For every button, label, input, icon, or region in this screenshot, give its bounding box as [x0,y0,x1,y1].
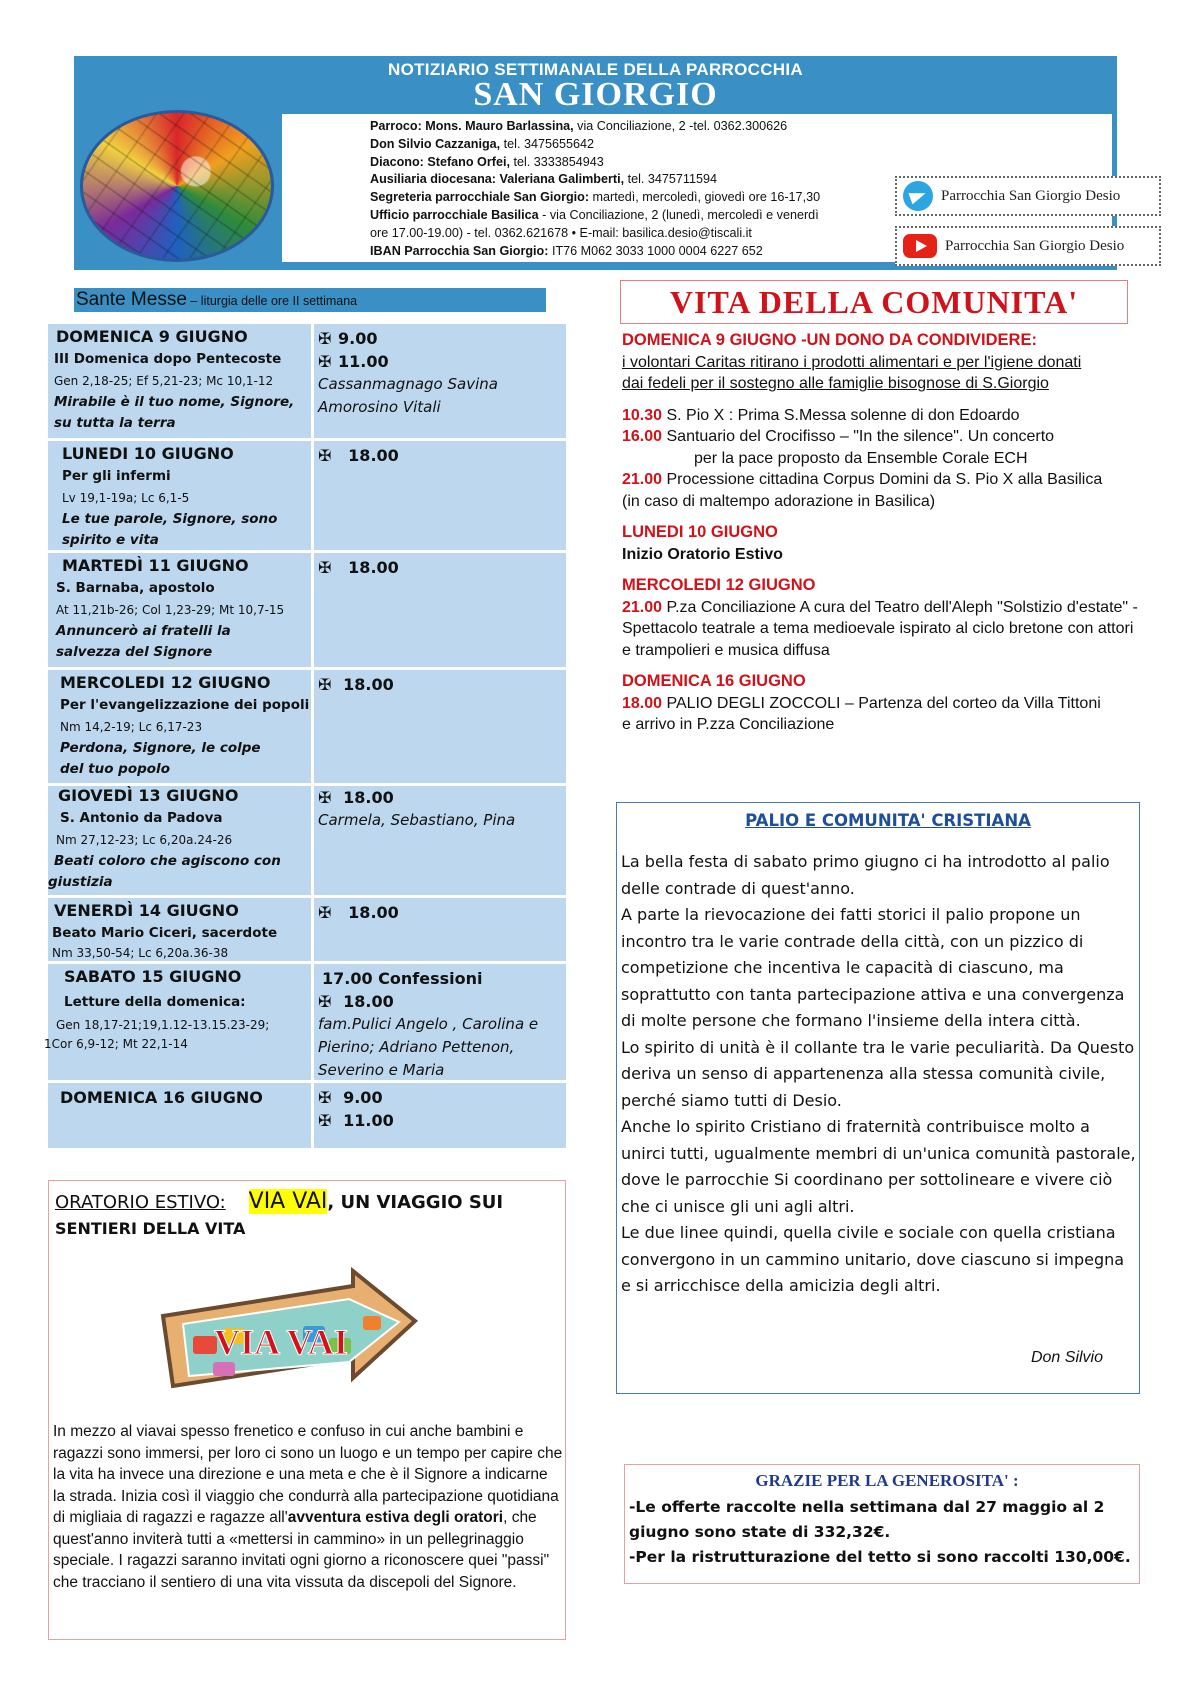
mass-row-friday-14 [48,898,566,961]
mass-row-sunday-9 [48,324,566,438]
event-item: Inizio Oratorio Estivo [622,545,783,563]
mass-readings: At 11,21b-26; Col 1,23-29; Mt 10,7-15 [56,603,285,617]
mass-day: VENERDÌ 14 GIUGNO [54,901,239,920]
cross-icon: ✠ [318,992,332,1011]
mass-readings: Nm 14,2-19; Lc 6,17-23 [60,720,203,734]
mass-psalm: Mirabile è il tuo nome, Signore, su tutta la terra [54,394,295,431]
mass-row-saturday-15 [44,964,566,1080]
cross-icon: ✠ [318,1088,332,1107]
event-item-cont: per la pace proposto da Ensemble Corale ECH [694,449,1028,467]
donation-line: -Le offerte raccolte nella settimana dal 27 maggio al 2 giugno sono state di 332,32€. [629,1498,1105,1541]
telegram-link[interactable] [895,176,1161,216]
youtube-icon [903,234,937,258]
event-item: 21.00 Processione cittadina Corpus Domini da S. Pio X alla Basilica (in caso di maltempo adorazione in Basilica) [622,471,1103,510]
donation-line: -Per la ristrutturazione del tetto si sono raccolti 130,00€. [629,1548,1131,1566]
mass-feast: Per l'evangelizzazione dei popoli [60,697,310,713]
mass-intentions: Cassanmagnago Savina Amorosino Vitali [318,375,498,416]
mass-times: ✠ 9.00 ✠ 11.00 Cassanmagnago Savina Amorosino Vitali [318,327,564,419]
contact-line: Don Silvio Cazzaniga, tel. 3475655642 [370,136,594,151]
header-title: NOTIZIARIO SETTIMANALE DELLA PARROCCHIA [388,60,803,79]
youtube-label: Parrocchia San Giorgio Desio [945,237,1125,254]
mass-readings: Gen 2,18-25; Ef 5,21-23; Mc 10,1-12 [54,374,274,388]
cross-icon: ✠ [318,903,332,922]
cross-icon: ✠ [318,329,332,348]
caritas-note: i volontari Caritas ritirano i prodotti alimentari e per l'igiene donati dai fedeli per il sostegno alle famiglie bisognose di S.Giorgio [622,353,1082,392]
mass-intentions: Carmela, Sebastiano, Pina [318,811,516,829]
mass-day: GIOVEDÌ 13 GIUGNO [58,786,239,805]
cross-icon: ✠ [318,1111,332,1130]
mass-psalm: Annuncerò ai fratelli la salvezza del Signore [56,623,231,660]
donations-box [624,1464,1140,1584]
mass-feast: III Domenica dopo Pentecoste [54,351,282,367]
paragraph: A parte la rievocazione dei fatti storici il palio propone un incontro tra le varie contrade della città, con un pizzico di competizione che incentiva le capacità di ciascuno, ma soprattutto con tanta partecipazione attiva e una convergenza di molte persone che formano l'insieme della intera città. [621,905,1125,1030]
confessions: 17.00 Confessioni [322,969,483,988]
donations-text [629,1495,1137,1570]
palio-article-box [616,802,1140,1394]
mass-times: ✠ 18.00 [318,558,399,577]
event-day-heading: MERCOLEDI 12 GIUGNO [622,576,816,594]
mass-feast: Letture della domenica: [64,994,246,1010]
contact-line: Parroco: Mons. Mauro Barlassina, via Conciliazione, 2 -tel. 0362.300626 [370,119,788,133]
oratory-subtitle: SENTIERI DELLA VITA [55,1219,246,1238]
event-day-heading: DOMENICA 9 GIUGNO -UN DONO DA CONDIVIDERE: [622,331,1037,349]
mass-readings: Lv 19,1-19a; Lc 6,1-5 [62,491,190,505]
mass-row-tuesday-11 [48,553,566,667]
mass-psalm: Perdona, Signore, le colpe del tuo popolo [60,740,261,777]
youtube-link[interactable] [895,226,1161,266]
paragraph: Lo spirito di unità è il collante tra le varie peculiarità. Da Questo deriva un senso di appartenenza alla stessa comunità civile, perché siamo tutti di Desio. [621,1037,1135,1110]
signature: Don Silvio [1030,1349,1103,1366]
contact-line: Ufficio parrocchiale Basilica - via Conciliazione, 2 (lunedì, mercoledì e venerdì [370,207,819,222]
cross-icon: ✠ [318,558,332,577]
mass-day: LUNEDI 10 GIUGNO [62,444,234,463]
mass-readings: Nm 27,12-23; Lc 6,20a.24-26 [56,833,233,847]
contact-line: IBAN Parrocchia San Giorgio: IT76 M062 3033 1000 0004 6227 652 [370,243,763,258]
event-day-heading: DOMENICA 16 GIUGNO [622,672,806,690]
donations-title: GRAZIE PER LA GENEROSITA' : [755,1471,1019,1490]
mass-row-wednesday-12 [48,670,566,783]
header-info-panel [282,114,1125,262]
oratory-text: In mezzo al viavai spesso frenetico e confuso in cui anche bambini e ragazzi sono immersi, per loro ci sono un luogo e un tempo per capire che la vita ha invece una direzione e una meta e che è il Signore a indicarne la strada. Inizia così il viaggio che condurrà alla partecipazione quotidiana di migliaia di ragazzi e ragazze all'avventura estiva degli oratori, che quest'anno inviterà tutti a «mettersi in cammino» in un pellegrinaggio speciale. I ragazzi saranno invitati ogni giorno a riconoscere quei "passi" che tracciano il sentiero di una vita vissuta da discepoli del Signore. [53,1423,563,1591]
event-item: 16.00 Santuario del Crocifisso – "In the silence". Un concerto [622,428,1055,445]
mass-row-sunday-16 [48,1083,566,1148]
mass-feast: Beato Mario Ciceri, sacerdote [52,925,278,941]
cross-icon: ✠ [318,446,332,465]
mass-day: DOMENICA 9 GIUGNO [56,327,248,346]
event-item: 10.30 S. Pio X : Prima S.Messa solenne di don Edoardo [622,406,1020,424]
contact-line: Segreteria parrocchiale San Giorgio: martedì, mercoledì, giovedì ore 16-17,30 [370,190,821,205]
mass-feast: S. Barnaba, apostolo [56,580,215,596]
event-item: 21.00 P.za Conciliazione A cura del Teatro dell'Aleph "Solstizio d'estate" - Spettacolo teatrale a tema medioevale ispirato al ciclo bretone con attori e trampolieri e musica diffusa [622,598,1138,659]
summer-oratory-box [48,1180,566,1640]
palio-title: PALIO E COMUNITA' CRISTIANA [745,811,1031,830]
mass-row-thursday-13 [48,786,566,895]
telegram-label: Parrocchia San Giorgio Desio [941,187,1121,204]
oratory-title: ORATORIO ESTIVO: VIA VAI, UN VIAGGIO SUI [55,1189,504,1214]
contact-list [370,118,820,260]
paragraph: La bella festa di sabato primo giugno ci ha introdotto al palio delle contrade di quest'anno. [621,852,1110,898]
mass-day: MARTEDÌ 11 GIUGNO [62,556,249,575]
mass-day: MERCOLEDI 12 GIUGNO [60,673,271,692]
mass-readings: Gen 18,17-21;19,1.12-13.15.23-29; [56,1018,270,1032]
contact-line: Ausiliaria diocesana: Valeriana Galimberti, tel. 3475711594 [370,172,717,187]
cross-icon: ✠ [318,675,332,694]
mass-psalm: Le tue parole, Signore, sono spirito e vita [62,511,278,548]
via-vai-logo-text: VIA VAI [214,1322,348,1362]
community-life-title: VITA DELLA COMUNITA' [620,280,1128,324]
paragraph: Le due linee quindi, quella civile e sociale con quella cristiana convergono in un cammino unitario, dove ciascuno si impegna e si arricchisce della amicizia degli altri. [621,1223,1125,1295]
paragraph: Anche lo spirito Cristiano di fraternità contribuisce molto a unirci tutti, ugualmente membri di un'unica comunità pastorale, dove le parrocchie Si coordinano per sottolineare e vivere ciò che ci unisce gli uni agli altri. [621,1117,1136,1216]
mass-times: ✠ 9.00 ✠ 11.00 [318,1088,394,1130]
mass-feast: S. Antonio da Padova [60,810,223,826]
mass-day: DOMENICA 16 GIUGNO [60,1088,263,1107]
masses-section-title: Sante Messe – liturgia delle ore II settimana [74,288,546,312]
mass-row-monday-10 [48,441,566,550]
contact-line: Diacono: Stefano Orfei, tel. 3333854943 [370,154,604,169]
cross-icon: ✠ [318,788,332,807]
mass-times: ✠ 18.00 [318,903,399,922]
mass-readings: Nm 33,50-54; Lc 6,20a.36-38 [52,946,229,960]
community-events [622,330,1142,736]
mass-feast: Per gli infermi [62,468,171,484]
mass-intentions: fam.Pulici Angelo , Carolina e Pierino; Adriano Pettenon, Severino e Maria [318,1015,539,1079]
newsletter-header [74,56,1125,270]
event-item: 18.00 PALIO DEGLI ZOCCOLI – Partenza del corteo da Villa Tittoni e arrivo in P.zza Conciliazione [622,694,1101,733]
mass-times: 17.00 Confessioni ✠ 18.00 fam.Pulici Angelo , Carolina e Pierino; Adriano Pettenon, Severino e Maria [318,967,564,1082]
via-vai-logo [153,1266,423,1396]
mass-psalm: Beati coloro che agiscono con giustizia [48,853,281,890]
mass-day: SABATO 15 GIUGNO [64,967,242,986]
stained-glass-logo [80,110,274,262]
event-day-heading: LUNEDI 10 GIUGNO [622,523,778,541]
mass-times: ✠ 18.00 Carmela, Sebastiano, Pina [318,786,564,832]
mass-times: ✠ 18.00 [318,675,394,694]
palio-text [621,849,1137,1300]
mass-readings-cont: 1Cor 6,9-12; Mt 22,1-14 [44,1037,188,1051]
parish-name: SAN GIORGIO [473,76,718,113]
cross-icon: ✠ [318,352,332,371]
telegram-icon [903,181,933,211]
mass-times: ✠ 18.00 [318,446,399,465]
contact-line: ore 17.00-19.00) - tel. 0362.621678 • E-mail: basilica.desio@tiscali.it [370,225,752,240]
